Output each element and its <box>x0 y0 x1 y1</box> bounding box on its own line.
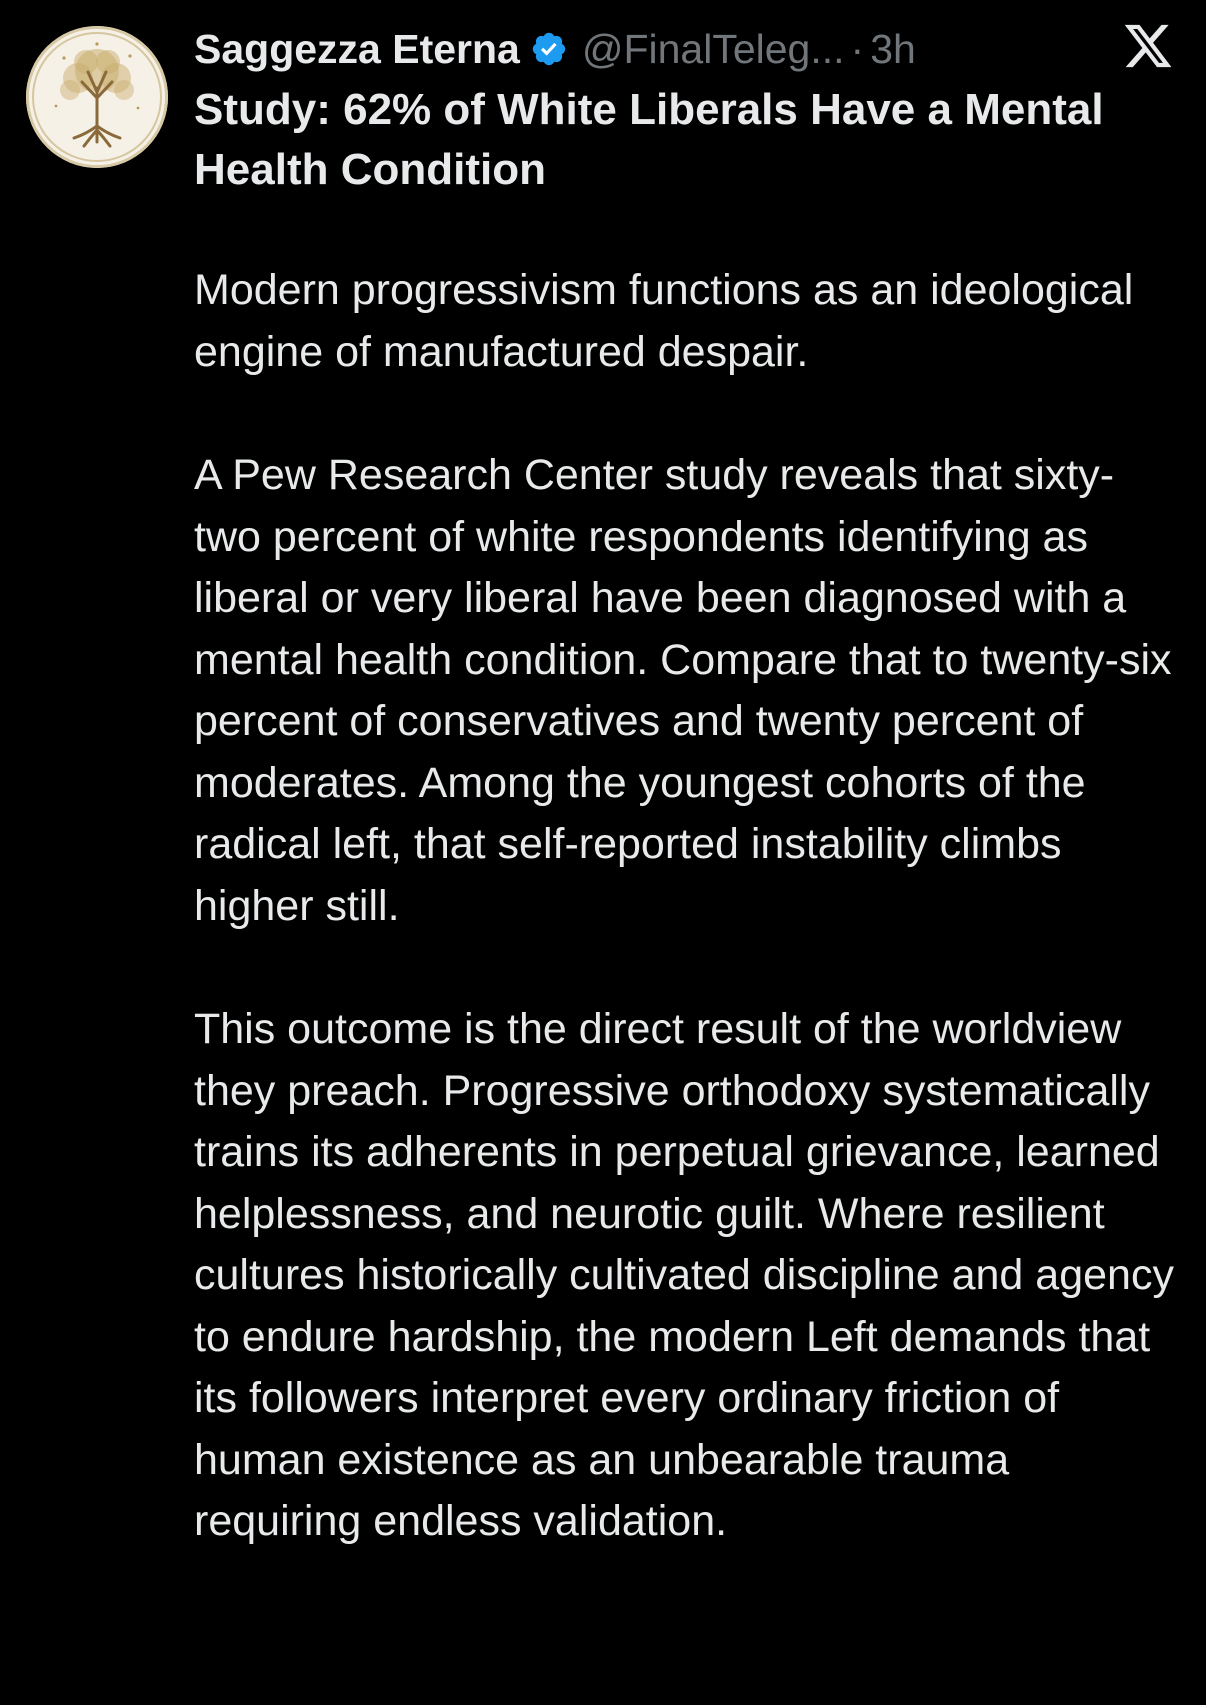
avatar[interactable] <box>26 26 168 168</box>
verified-badge-icon <box>530 30 568 68</box>
tweet-paragraph-1: Modern progressivism functions as an ideological engine of manufactured despair. <box>194 266 1134 376</box>
tweet-title: Study: 62% of White Liberals Have a Mental Health Condition <box>194 85 1104 194</box>
tweet-body <box>194 18 1179 1553</box>
author-handle[interactable]: @FinalTeleg... <box>581 25 845 72</box>
tweet-header <box>194 18 1179 80</box>
x-logo-icon[interactable] <box>1122 20 1174 72</box>
tweet-paragraph-3: This outcome is the direct result of the worldview they preach. Progressive orthodoxy systematically trains its adherents in perpetual grievance, learned helplessness, and neurotic guilt. Where resilient cultures historically cultivated discipline and agency to endure hardship, the modern Left demands that its followers interpret every ordinary friction of human existence as an unbearable trauma requiring endless validation. <box>194 1005 1174 1545</box>
tree-of-life-icon <box>26 26 168 168</box>
author-display-name[interactable]: Saggezza Eterna <box>194 25 520 72</box>
header-separator: · <box>850 25 865 72</box>
tweet-timestamp[interactable]: 3h <box>870 25 916 72</box>
tweet-paragraph-2: A Pew Research Center study reveals that sixty-two percent of white respondents identifying as liberal or very liberal have been diagnosed with a mental health condition. Compare that to twenty-six percent of conservatives and twenty percent of moderates. Among the youngest cohorts of the radical left, that self-reported instability climbs higher still. <box>194 451 1172 930</box>
